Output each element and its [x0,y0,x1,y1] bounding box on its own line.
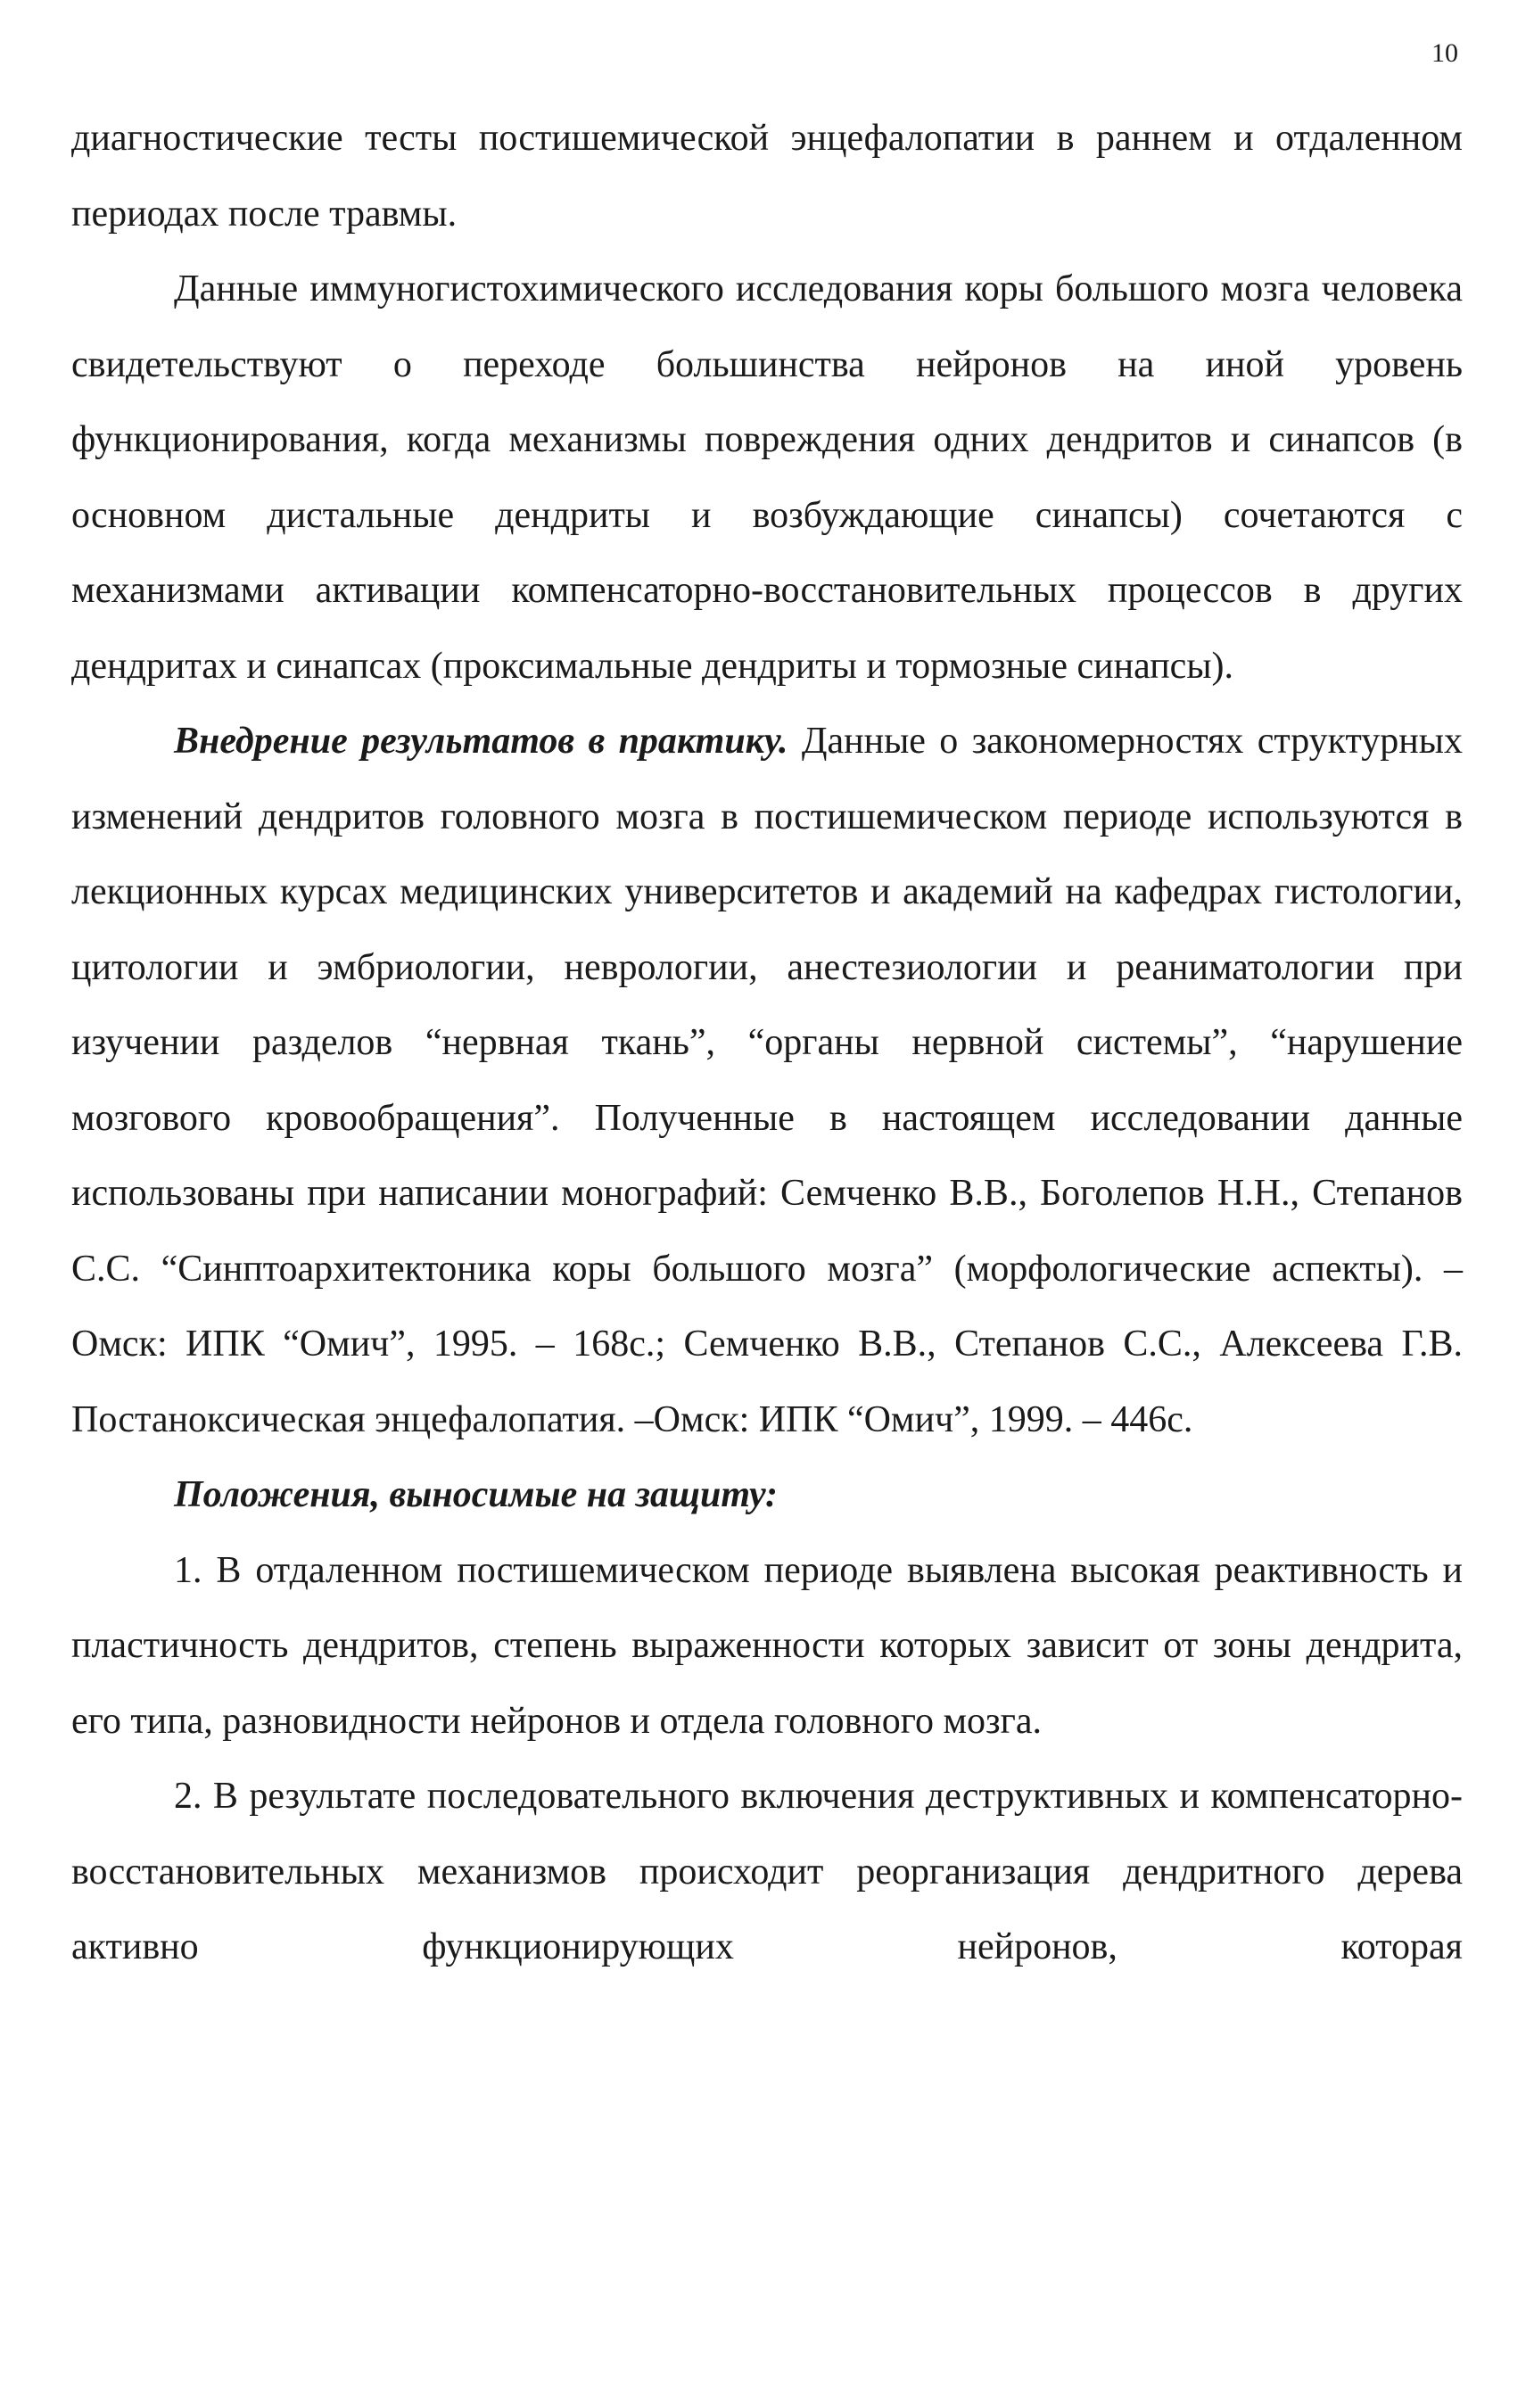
paragraph-immunohistochemistry: Данные иммуногистохимического исследования коры большого мозга человека свидетельствуют о переходе большинства нейронов на иной уровень функционирования, когда механизмы повреждения одних дендритов и синапсов (в основном дистальные дендриты и возбуждающие синапсы) сочетаются с механизмами активации компенсаторно-восстановительных процессов в других дендритах и синапсах (проксимальные дендриты и тормозные синапсы). [71,268,1463,687]
implementation-heading: Внедрение результатов в практику. [174,721,788,762]
thesis-item-1: 1. В отдаленном постишемическом периоде выявлена высокая реактивность и пластичность дендритов, степень выраженности которых зависит от зоны дендрита, его типа, разновидности нейронов и отдела головного мозга. [71,1549,1463,1742]
theses-heading: Положения, выносимые на защиту: [174,1474,779,1515]
paragraph-implementation [71,704,1463,1457]
document-body [71,101,1463,1985]
implementation-text: Данные о закономерностях структурных изменений дендритов головного мозга в постишемическом периоде используются в лекционных курсах медицинских университетов и академий на кафедрах гистологии, цитологии и эмбриологии, неврологии, анестезиологии и реаниматологии при изучении разделов “нервная ткань”, “органы нервной системы”, “нарушение мозгового кровообращения”. Полученные в настоящем исследовании данные использованы при написании монографий: Семченко В.В., Боголепов Н.Н., Степанов С.С. “Синптоархитектоника коры большого мозга” (морфологические аспекты). –Омск: ИПК “Омич”, 1995. – 168с.; Семченко В.В., Степанов С.С., Алексеева Г.В. Постаноксическая энцефалопатия. –Омск: ИПК “Омич”, 1999. – 446с. [71,721,1463,1440]
paragraph-continuation: диагностические тесты постишемической энцефалопатии в раннем и отдаленном периодах после травмы. [71,118,1463,235]
thesis-item-2: 2. В результате последовательного включения деструктивных и компенсаторно-восстановительных механизмов происходит реорганизация дендритного дерева активно функционирующих нейронов, которая [71,1776,1463,1967]
page-number: 10 [1431,38,1458,68]
